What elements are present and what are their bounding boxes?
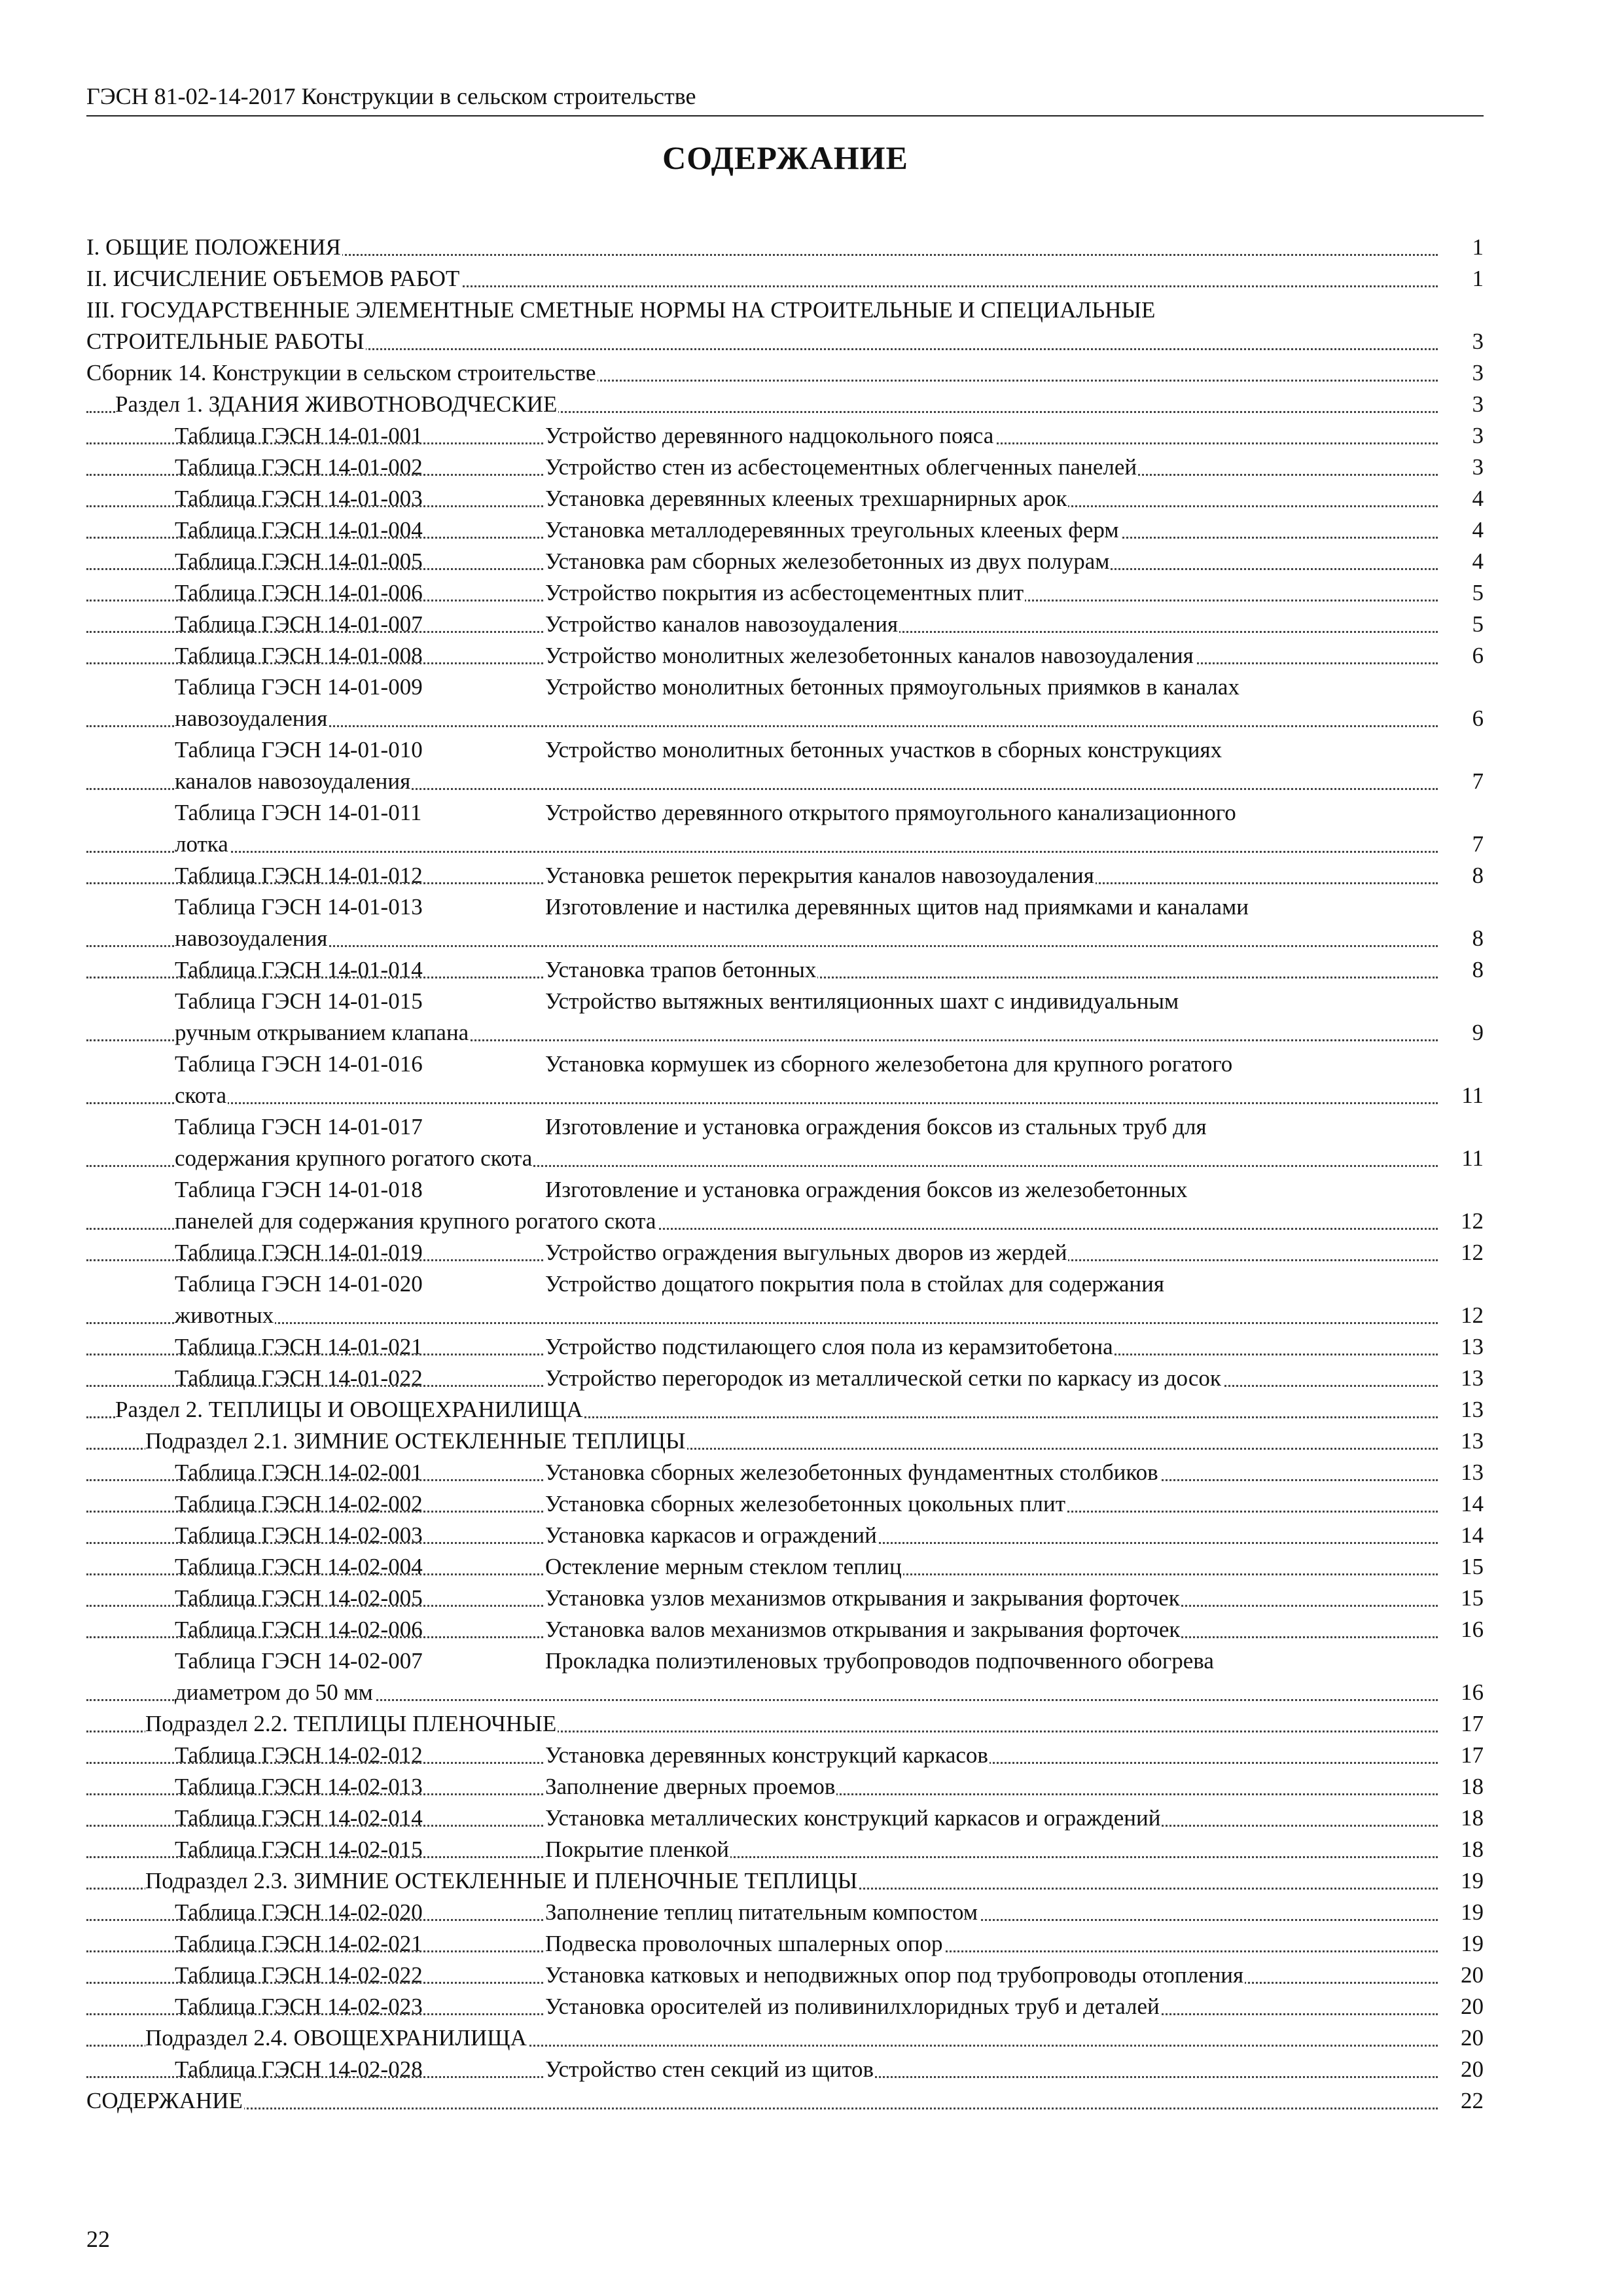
toc-page-number: 7 [1442, 766, 1484, 797]
toc-entry-title: Покрытие пленкой [545, 1834, 730, 1865]
toc-entry-title: Подраздел 2.2. ТЕПЛИЦЫ ПЛЕНОЧНЫЕ [145, 1708, 558, 1740]
toc-table-code: Таблица ГЭСН 14-01-018 [175, 1177, 423, 1202]
toc-table-code: Таблица ГЭСН 14-01-006 [175, 580, 423, 605]
toc-entry[interactable] [86, 797, 1484, 860]
toc-entry-title: СТРОИТЕЛЬНЫЕ РАБОТЫ [86, 326, 366, 357]
toc-page-number: 13 [1442, 1363, 1484, 1394]
toc-entry[interactable] [86, 1708, 1484, 1740]
toc-page-number: 14 [1442, 1488, 1484, 1520]
toc-entry[interactable] [86, 1426, 1484, 1457]
toc-page-number: 18 [1442, 1803, 1484, 1834]
toc-entry-title: навозоудаления [175, 703, 329, 734]
toc-page-number: 1 [1442, 263, 1484, 295]
toc-entry[interactable] [86, 1865, 1484, 1897]
toc-page-number: 19 [1442, 1928, 1484, 1960]
toc-entry-title: Устройство перегородок из металлической сетки по каркасу из досок [545, 1363, 1222, 1394]
toc-entry-title: Раздел 2. ТЕПЛИЦЫ И ОВОЩЕХРАНИЛИЩА [115, 1394, 584, 1426]
toc-entry-title: панелей для содержания крупного рогатого скота [175, 1206, 657, 1237]
toc-page-number: 18 [1442, 1771, 1484, 1803]
toc-page-number: 3 [1442, 389, 1484, 420]
toc-entry[interactable] [86, 1645, 1484, 1708]
toc-table-code: Таблица ГЭСН 14-02-028 [175, 2056, 423, 2082]
toc-table-code: Таблица ГЭСН 14-01-008 [175, 643, 423, 668]
toc-entry[interactable] [86, 734, 1484, 797]
toc-entry[interactable] [86, 2054, 1484, 2085]
toc-table-code: Таблица ГЭСН 14-02-015 [175, 1837, 423, 1862]
toc-entry[interactable] [86, 1520, 1484, 1551]
toc-entry[interactable] [86, 2085, 1484, 2117]
toc-entry-title: Устройство покрытия из асбестоцементных плит [545, 577, 1025, 609]
toc-entry[interactable] [86, 1740, 1484, 1771]
toc-entry[interactable] [86, 1174, 1484, 1237]
toc-table-code: Таблица ГЭСН 14-02-014 [175, 1805, 423, 1831]
toc-entry-title: Установка трапов бетонных [545, 954, 817, 986]
toc-entry-title: Прокладка полиэтиленовых трубопроводов подпочвенного обогрева [545, 1648, 1214, 1674]
toc-page-number: 11 [1442, 1080, 1484, 1111]
toc-entry-title: Устройство дощатого покрытия пола в стойлах для содержания [545, 1271, 1164, 1297]
toc-page-number: 4 [1442, 514, 1484, 546]
page-number: 22 [86, 2226, 110, 2252]
toc-table-code: Таблица ГЭСН 14-01-012 [175, 863, 423, 888]
toc-entry-title: Устройство деревянного открытого прямоугольного канализационного [545, 800, 1236, 825]
toc-entry-title: Установка деревянных конструкций каркасов [545, 1740, 990, 1771]
toc-page-number: 19 [1442, 1865, 1484, 1897]
toc-entry[interactable] [86, 1488, 1484, 1520]
toc-table-code: Таблица ГЭСН 14-02-007 [175, 1648, 423, 1674]
toc-entry-title: Устройство ограждения выгульных дворов из жердей [545, 1237, 1068, 1268]
toc-page-number: 12 [1442, 1300, 1484, 1331]
toc-entry[interactable] [86, 1268, 1484, 1331]
toc-entry-title: II. ИСЧИСЛЕНИЕ ОБЪЕМОВ РАБОТ [86, 263, 461, 295]
toc-entry-title: Изготовление и установка ограждения боксов из стальных труб для [545, 1114, 1207, 1139]
toc-table-code: Таблица ГЭСН 14-02-004 [175, 1554, 423, 1579]
toc-entry[interactable] [86, 577, 1484, 609]
toc-page-number: 4 [1442, 546, 1484, 577]
toc-entry[interactable] [86, 1457, 1484, 1488]
toc-entry-title: Устройство вытяжных вентиляционных шахт с индивидуальным [545, 988, 1179, 1014]
toc-entry[interactable] [86, 891, 1484, 954]
toc-entry[interactable] [86, 609, 1484, 640]
toc-entry-title: Установка металлических конструкций каркасов и ограждений [545, 1803, 1162, 1834]
toc-page-number: 15 [1442, 1583, 1484, 1614]
toc-entry-title: Подвеска проволочных шпалерных опор [545, 1928, 944, 1960]
toc-entry[interactable] [86, 1834, 1484, 1865]
toc-table-code: Таблица ГЭСН 14-02-001 [175, 1460, 423, 1485]
toc-page-number: 7 [1442, 829, 1484, 860]
toc-page-number: 18 [1442, 1834, 1484, 1865]
toc-entry-title: Установка узлов механизмов открывания и закрывания форточек [545, 1583, 1181, 1614]
toc-table-code: Таблица ГЭСН 14-02-002 [175, 1491, 423, 1516]
toc-entry[interactable] [86, 1111, 1484, 1174]
toc-page-number: 5 [1442, 577, 1484, 609]
toc-entry-title: Установка металлодеревянных треугольных клееных ферм [545, 514, 1120, 546]
toc-entry-title: Установка оросителей из поливинилхлоридных труб и деталей [545, 1991, 1161, 2022]
toc-entry-title: I. ОБЩИЕ ПОЛОЖЕНИЯ [86, 232, 342, 263]
toc-entry-title: Установка валов механизмов открывания и закрывания форточек [545, 1614, 1181, 1645]
toc-table-code: Таблица ГЭСН 14-01-020 [175, 1271, 423, 1297]
toc-entry[interactable] [86, 672, 1484, 734]
toc-page-number: 16 [1442, 1677, 1484, 1708]
toc-page-number: 20 [1442, 2054, 1484, 2085]
toc-entry[interactable] [86, 1331, 1484, 1363]
toc-entry[interactable] [86, 1928, 1484, 1960]
toc-entry-title: навозоудаления [175, 923, 329, 954]
toc-entry-title: скота [175, 1080, 228, 1111]
toc-page-number: 8 [1442, 954, 1484, 986]
running-header: ГЭСН 81-02-14-2017 Конструкции в сельском строительстве [86, 77, 1484, 117]
toc-table-code: Таблица ГЭСН 14-01-007 [175, 611, 423, 637]
toc-page-number: 3 [1442, 357, 1484, 389]
toc-entry-title: Установка рам сборных железобетонных из двух полурам [545, 546, 1111, 577]
toc-entry-title: животных [175, 1300, 275, 1331]
toc-entry[interactable] [86, 860, 1484, 891]
toc-entry[interactable] [86, 546, 1484, 577]
toc-table-code: Таблица ГЭСН 14-02-003 [175, 1522, 423, 1548]
toc-entry-title: Подраздел 2.3. ЗИМНИЕ ОСТЕКЛЕННЫЕ И ПЛЕНОЧНЫЕ ТЕПЛИЦЫ [145, 1865, 859, 1897]
toc-page-number: 3 [1442, 420, 1484, 452]
toc-table-code: Таблица ГЭСН 14-01-013 [175, 894, 423, 920]
toc-entry-title: Заполнение теплиц питательным компостом [545, 1897, 979, 1928]
toc-entry-title: Установка кормушек из сборного железобетона для крупного рогатого [545, 1051, 1233, 1077]
toc-page-number: 6 [1442, 703, 1484, 734]
toc-page-number: 13 [1442, 1394, 1484, 1426]
toc-entry-title: СОДЕРЖАНИЕ [86, 2085, 244, 2117]
toc-entry[interactable] [86, 1614, 1484, 1645]
toc-entry[interactable] [86, 1991, 1484, 2022]
page-title: СОДЕРЖАНИЕ [662, 139, 908, 176]
toc-page-number: 12 [1442, 1237, 1484, 1268]
toc-page-number: 8 [1442, 860, 1484, 891]
toc-page-number: 8 [1442, 923, 1484, 954]
toc-entry-title: Установка деревянных клееных трехшарнирных арок [545, 483, 1068, 514]
toc-entry-title: Установка каркасов и ограждений [545, 1520, 878, 1551]
toc-entry-title: Раздел 1. ЗДАНИЯ ЖИВОТНОВОДЧЕСКИЕ [115, 389, 558, 420]
toc-entry[interactable] [86, 1363, 1484, 1394]
toc-entry[interactable] [86, 986, 1484, 1049]
toc-table-code: Таблица ГЭСН 14-02-020 [175, 1899, 423, 1925]
toc-entry[interactable] [86, 640, 1484, 672]
toc-page-number: 13 [1442, 1457, 1484, 1488]
toc-entry-title: Подраздел 2.4. ОВОЩЕХРАНИЛИЩА [145, 2022, 528, 2054]
toc-entry-title: Установка сборных железобетонных фундаментных столбиков [545, 1457, 1160, 1488]
toc-entry[interactable] [86, 483, 1484, 514]
toc-entry[interactable] [86, 1771, 1484, 1803]
toc-page-number: 6 [1442, 640, 1484, 672]
toc-table-code: Таблица ГЭСН 14-02-012 [175, 1742, 423, 1768]
toc-entry[interactable] [86, 420, 1484, 452]
toc-entry-title: каналов навозоудаления [175, 766, 412, 797]
toc-entry-title: Установка катковых и неподвижных опор под трубопроводы отопления [545, 1960, 1245, 1991]
toc-entry-title: Установка сборных железобетонных цокольных плит [545, 1488, 1067, 1520]
toc-entry[interactable] [86, 357, 1484, 389]
toc-table-code: Таблица ГЭСН 14-02-023 [175, 1994, 423, 2019]
toc-page-number: 17 [1442, 1708, 1484, 1740]
table-of-contents [86, 232, 1484, 2117]
toc-page-number: 20 [1442, 2022, 1484, 2054]
toc-page-number: 5 [1442, 609, 1484, 640]
toc-page-number: 17 [1442, 1740, 1484, 1771]
toc-page-number: 4 [1442, 483, 1484, 514]
toc-table-code: Таблица ГЭСН 14-01-001 [175, 423, 423, 448]
toc-entry[interactable] [86, 2022, 1484, 2054]
toc-page-number: 15 [1442, 1551, 1484, 1583]
toc-page-number: 13 [1442, 1331, 1484, 1363]
toc-entry-title: III. ГОСУДАРСТВЕННЫЕ ЭЛЕМЕНТНЫЕ СМЕТНЫЕ НОРМЫ НА СТРОИТЕЛЬНЫЕ И СПЕЦИАЛЬНЫЕ [86, 297, 1156, 323]
toc-page-number: 3 [1442, 452, 1484, 483]
toc-entry-title: Устройство стен секций из щитов [545, 2054, 875, 2085]
toc-entry[interactable] [86, 232, 1484, 263]
toc-entry[interactable] [86, 514, 1484, 546]
toc-entry-title: Сборник 14. Конструкции в сельском строительстве [86, 357, 597, 389]
toc-entry-title: Устройство монолитных железобетонных каналов навозоудаления [545, 640, 1195, 672]
toc-table-code: Таблица ГЭСН 14-02-006 [175, 1617, 423, 1642]
toc-entry[interactable] [86, 452, 1484, 483]
toc-page-number: 16 [1442, 1614, 1484, 1645]
toc-entry-title: Устройство стен из асбестоцементных облегченных панелей [545, 452, 1138, 483]
toc-table-code: Таблица ГЭСН 14-01-011 [175, 800, 422, 825]
toc-entry-title: Установка решеток перекрытия каналов навозоудаления [545, 860, 1096, 891]
toc-table-code: Таблица ГЭСН 14-01-003 [175, 486, 423, 511]
toc-entry[interactable] [86, 1583, 1484, 1614]
toc-entry[interactable] [86, 1897, 1484, 1928]
toc-table-code: Таблица ГЭСН 14-02-005 [175, 1585, 423, 1611]
toc-table-code: Таблица ГЭСН 14-02-021 [175, 1931, 423, 1956]
toc-page-number: 19 [1442, 1897, 1484, 1928]
toc-page-number: 11 [1442, 1143, 1484, 1174]
toc-table-code: Таблица ГЭСН 14-01-004 [175, 517, 423, 543]
toc-page-number: 20 [1442, 1960, 1484, 1991]
toc-table-code: Таблица ГЭСН 14-01-022 [175, 1365, 423, 1391]
toc-entry-title: Устройство монолитных бетонных прямоугольных приямков в каналах [545, 674, 1240, 700]
toc-entry-title: Остекление мерным стеклом теплиц [545, 1551, 903, 1583]
toc-entry-title: лотка [175, 829, 230, 860]
toc-table-code: Таблица ГЭСН 14-01-009 [175, 674, 423, 700]
toc-entry[interactable] [86, 1049, 1484, 1111]
toc-entry-title: Заполнение дверных проемов [545, 1771, 836, 1803]
toc-entry[interactable] [86, 389, 1484, 420]
toc-entry[interactable] [86, 1551, 1484, 1583]
toc-page-number: 3 [1442, 326, 1484, 357]
toc-entry-title: содержания крупного рогатого скота [175, 1143, 533, 1174]
toc-page-number: 22 [1442, 2085, 1484, 2117]
toc-page-number: 1 [1442, 232, 1484, 263]
toc-entry-title: Устройство монолитных бетонных участков в сборных конструкциях [545, 737, 1222, 762]
toc-page-number: 9 [1442, 1017, 1484, 1049]
toc-entry[interactable] [86, 954, 1484, 986]
toc-table-code: Таблица ГЭСН 14-01-005 [175, 548, 423, 574]
toc-entry-title: Изготовление и установка ограждения боксов из железобетонных [545, 1177, 1188, 1202]
toc-entry-title: диаметром до 50 мм [175, 1677, 374, 1708]
toc-entry[interactable] [86, 1237, 1484, 1268]
toc-entry[interactable] [86, 1960, 1484, 1991]
toc-table-code: Таблица ГЭСН 14-02-013 [175, 1774, 423, 1799]
toc-table-code: Таблица ГЭСН 14-01-019 [175, 1240, 423, 1265]
toc-entry[interactable] [86, 1803, 1484, 1834]
toc-page-number: 13 [1442, 1426, 1484, 1457]
toc-entry-title: Подраздел 2.1. ЗИМНИЕ ОСТЕКЛЕННЫЕ ТЕПЛИЦЫ [145, 1426, 687, 1457]
toc-table-code: Таблица ГЭСН 14-01-017 [175, 1114, 423, 1139]
toc-entry-title: ручным открыванием клапана [175, 1017, 470, 1049]
toc-entry[interactable] [86, 295, 1484, 357]
toc-page-number: 12 [1442, 1206, 1484, 1237]
toc-table-code: Таблица ГЭСН 14-01-021 [175, 1334, 423, 1359]
toc-entry-title: Изготовление и настилка деревянных щитов над приямками и каналами [545, 894, 1249, 920]
toc-table-code: Таблица ГЭСН 14-01-014 [175, 957, 423, 982]
toc-table-code: Таблица ГЭСН 14-01-016 [175, 1051, 423, 1077]
toc-table-code: Таблица ГЭСН 14-01-002 [175, 454, 423, 480]
toc-entry-title: Устройство подстилающего слоя пола из керамзитобетона [545, 1331, 1115, 1363]
toc-entry-title: Устройство каналов навозоудаления [545, 609, 899, 640]
toc-entry-title: Устройство деревянного надцокольного пояса [545, 420, 995, 452]
toc-table-code: Таблица ГЭСН 14-02-022 [175, 1962, 423, 1988]
toc-page-number: 14 [1442, 1520, 1484, 1551]
toc-entry[interactable] [86, 1394, 1484, 1426]
toc-page-number: 20 [1442, 1991, 1484, 2022]
toc-table-code: Таблица ГЭСН 14-01-010 [175, 737, 423, 762]
toc-table-code: Таблица ГЭСН 14-01-015 [175, 988, 423, 1014]
toc-entry[interactable] [86, 263, 1484, 295]
